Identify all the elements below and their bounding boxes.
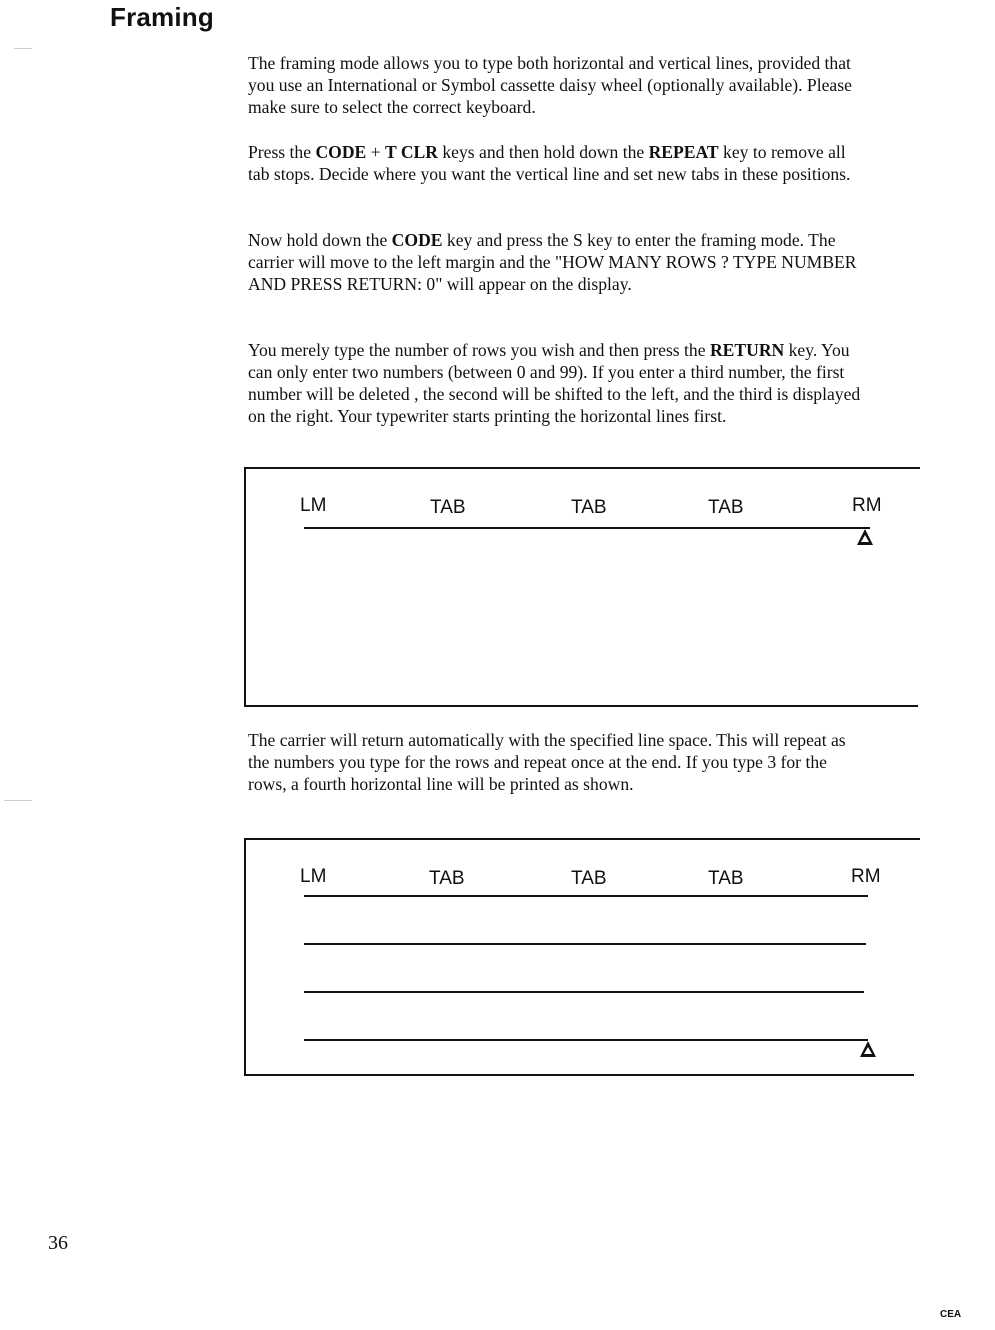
footer-code: CEA [940, 1309, 962, 1320]
label-tab-2: TAB [571, 868, 607, 889]
label-right-margin: RM [851, 866, 881, 887]
carrier-marker-icon [857, 529, 873, 545]
horizontal-line-2 [304, 943, 866, 945]
label-tab-3: TAB [708, 497, 744, 518]
scan-margin-mark [4, 800, 32, 801]
label-tab-1: TAB [430, 497, 466, 518]
figure-framing-four-lines [244, 838, 920, 1078]
horizontal-line-4 [304, 1039, 868, 1041]
label-left-margin: LM [300, 495, 327, 516]
page-number: 36 [48, 1232, 68, 1254]
paragraph-rows: You merely type the number of rows you wish and then press the RETURN key. You can only enter two numbers (between 0 and 99). If you enter a third number, the first number will be deleted , the second will be shifted to the left, and the third is displayed on the right. Your typewriter starts printing the horizontal lines first. [248, 340, 861, 426]
key-t-clr: T CLR [385, 142, 438, 162]
key-code: CODE [315, 142, 367, 162]
paragraph-clear-tabs: Press the CODE + T CLR keys and then hold down the REPEAT key to remove all tab stops. Decide where you want the vertical line and set new tabs in these positions. [248, 142, 851, 184]
paragraph-enter-framing: Now hold down the CODE key and press the S key to enter the framing mode. The carrier will move to the left margin and the "HOW MANY ROWS ? TYPE NUMBER AND PRESS RETURN: 0" will appear on the display. [248, 230, 857, 294]
frame-bottom-rule [244, 705, 918, 707]
horizontal-line-1 [304, 895, 868, 897]
label-left-margin: LM [300, 866, 327, 887]
frame-top-rule [244, 467, 920, 469]
frame-bottom-rule [244, 1074, 914, 1076]
frame-left-rule [244, 838, 246, 1076]
label-tab-2: TAB [571, 497, 607, 518]
label-right-margin: RM [852, 495, 882, 516]
label-tab-1: TAB [429, 868, 465, 889]
figure-framing-single-line [244, 467, 920, 709]
scan-margin-mark [14, 48, 32, 49]
horizontal-line-1 [304, 527, 870, 529]
page-heading: Framing [110, 2, 214, 32]
key-return: RETURN [709, 340, 785, 360]
frame-left-rule [244, 467, 246, 707]
label-tab-3: TAB [708, 868, 744, 889]
paragraph-intro: The framing mode allows you to type both horizontal and vertical lines, provided that you use an International or Symbol cassette daisy wheel (optionally available). Please make sure to select the correct keyboard. [248, 53, 852, 117]
key-repeat: REPEAT [648, 142, 719, 162]
horizontal-line-3 [304, 991, 864, 993]
key-code: CODE [391, 230, 443, 250]
paragraph-carrier-return: The carrier will return automatically with the specified line space. This will repeat as the numbers you type for the rows and repeat once at the end. If you type 3 for the rows, a fourth horizontal line will be printed as shown. [248, 730, 846, 794]
frame-top-rule [244, 838, 920, 840]
carrier-marker-icon [860, 1041, 876, 1057]
